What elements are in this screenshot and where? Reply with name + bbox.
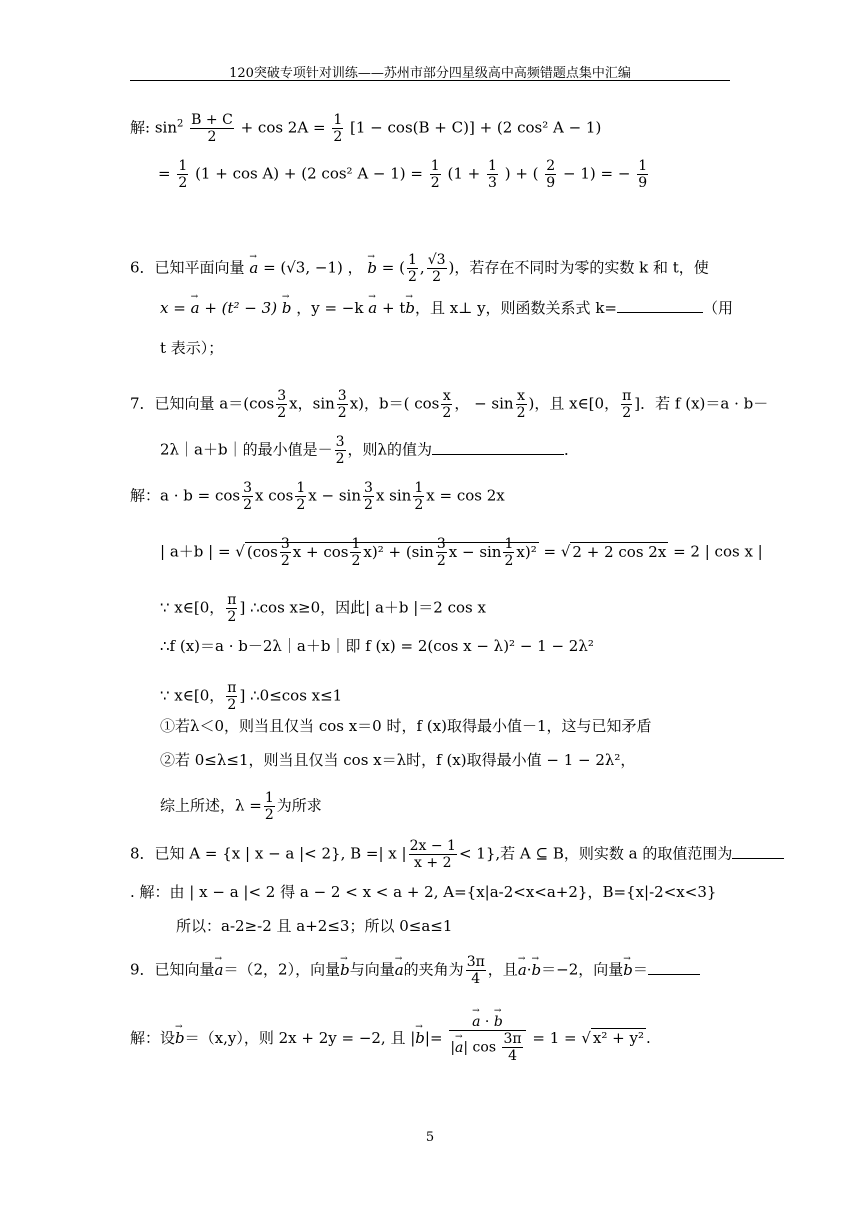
fraction: $\frac{1}{2}$ xyxy=(414,480,424,513)
fraction: $\frac{3}{2}$ xyxy=(337,388,347,421)
fraction: $\frac{1}{2}$ xyxy=(430,158,440,191)
text: + t xyxy=(381,299,406,317)
answer-blank xyxy=(617,298,703,313)
text: ． xyxy=(564,440,580,459)
page-number: 5 xyxy=(425,1130,435,1145)
vector-b: → b xyxy=(340,960,350,980)
fraction: $\frac{1}{2}$ xyxy=(296,480,306,513)
fraction: $\frac{B + C}{2}$ xyxy=(191,112,233,145)
vector-b: → b xyxy=(415,1028,425,1048)
expr: [1 − cos(B + C)] + (2 cos² A − 1) xyxy=(350,118,602,137)
sin-text: sin xyxy=(154,118,177,137)
text: = 1 = xyxy=(532,1029,577,1047)
vector-a: → a xyxy=(191,298,200,318)
expr: − 1) = − xyxy=(563,164,631,183)
vector-b: → b xyxy=(532,960,542,980)
answer-blank xyxy=(732,844,784,859)
problem6-line1: 6．已知平面向量 → a = (√3, −1) ， → b = ( $\frac{1}{2}$ , $\frac{√3}{2}$ )，若存在不同时为零的实数 k 和 t，使 xyxy=(130,252,709,285)
problem7-case1: ①若λ＜0，则当且仅当 cos x＝0 时，f (x)取得最小值－1，这与已知矛盾 xyxy=(160,717,652,735)
expr: ) + ( xyxy=(504,164,539,183)
text: 解：设 xyxy=(130,1029,176,1047)
text: x = cos 2x xyxy=(426,486,505,505)
text: 2λ｜a＋b｜的最小值是－ xyxy=(160,440,333,459)
fraction: $\frac{3}{2}$ xyxy=(364,480,373,513)
vector-a: → a xyxy=(215,960,224,980)
vector-b: → b xyxy=(405,298,415,318)
fraction: $\frac{√3}{2}$ xyxy=(427,252,446,285)
fraction: $\frac{3\pi}{4}$ xyxy=(466,954,485,987)
fraction: $\frac{2}{9}$ xyxy=(546,158,556,191)
text: 9．已知向量 xyxy=(130,960,215,979)
problem7-case2: ②若 0≤λ≤1，则当且仅当 cos x＝λ时，f (x)取得最小值 − 1 − 2λ²， xyxy=(160,751,636,769)
problem7-line1 xyxy=(130,388,768,421)
sqrt-expr: 2 + 2 cos 2x xyxy=(572,542,667,561)
fraction: $\frac{1}{2}$ xyxy=(333,112,343,145)
text: 的夹角为 xyxy=(403,960,464,979)
text: )，若存在不同时为零的实数 k 和 t，使 xyxy=(448,258,709,277)
vector-b: → b xyxy=(175,1028,185,1048)
fraction: $\frac{3}{2}$ xyxy=(243,480,253,513)
fraction: $\frac{1}{9}$ xyxy=(638,158,648,191)
problem8-solution2: 所以：a-2≥-2 且 a+2≤3；所以 0≤a≤1 xyxy=(176,917,453,935)
fraction: $\frac{1}{3}$ xyxy=(488,158,497,191)
text: x − sin xyxy=(308,486,362,505)
text: 综上所述，λ = xyxy=(160,796,262,815)
problem7-because2 xyxy=(160,680,342,713)
text: 7．已知向量 a＝(cos xyxy=(130,394,275,413)
text: （用 xyxy=(702,299,733,317)
text: ， − sin xyxy=(454,394,514,413)
fraction: $\frac{\pi}{2}$ xyxy=(227,680,237,713)
text: ＝（2，2），向量 xyxy=(223,960,341,979)
solution-label: 解: xyxy=(130,118,151,137)
text: + (t² − 3) xyxy=(204,299,278,317)
text: = 2 | cos x | xyxy=(673,542,763,561)
problem9-line1: 9．已知向量→ a＝（2，2），向量→ b与向量→ a的夹角为 $\frac{3\pi}{4}$ ，且→ a·→ b＝−2，向量→ b＝ xyxy=(130,954,700,987)
vector-b: → b xyxy=(623,960,633,980)
problem7-because1 xyxy=(160,592,486,625)
text: ＝（x,y），则 2x + 2y = −2, 且 | xyxy=(184,1029,416,1047)
fraction: → a · → b |→ a| cos $\frac{3\pi}{4}$ xyxy=(449,1014,525,1064)
text: x，sin xyxy=(289,394,335,413)
text: ]．若 f (x)＝a · b－ xyxy=(634,394,769,413)
text: ，则λ的值为 xyxy=(347,440,433,459)
text: ] ∴cos x≥0，因此| a＋b |＝2 cos x xyxy=(239,598,486,617)
problem6-line2 xyxy=(160,298,733,318)
text: x cos xyxy=(255,486,294,505)
text: ，且 xyxy=(487,960,518,979)
expr: (1 + xyxy=(447,164,481,183)
text: ＝−2，向量 xyxy=(541,960,624,979)
fraction: $\frac{x}{2}$ xyxy=(516,388,526,421)
fraction: $\frac{1}{2}$ xyxy=(264,790,274,823)
solution5-line1: 解: $\sin^2$ $\frac{B + C}{2}$ + cos 2A = $\frac{1}{2}$ [1 − cos(B + C)] + (2 cos² A − 1) xyxy=(130,112,602,145)
problem7-solution-line1 xyxy=(130,480,505,513)
fraction: $\frac{3}{2}$ xyxy=(277,388,287,421)
problem8-line1 xyxy=(130,838,784,871)
vector-a: → a xyxy=(518,960,527,980)
vector-a: → a xyxy=(395,960,404,980)
text: ] ∴0≤cos x≤1 xyxy=(239,686,343,705)
text: ∵ x∈[0， xyxy=(160,686,225,705)
problem7-line2 xyxy=(160,434,579,467)
text: ，且 x⊥ y，则函数关系式 k= xyxy=(414,299,617,317)
text: ∵ x∈[0， xyxy=(160,598,225,617)
problem7-abs-line: | a＋b | = √ (cos $\frac{3}{2}$ x + cos $\frac{1}{2}$ x)² + (sin $\frac{3}{2}$ x − sin $\frac{1}{2}$ x)² = √ 2 + 2 cos 2x = 2 | cos x | xyxy=(160,536,763,569)
text: x)，b＝( cos xyxy=(349,394,440,413)
text: 与向量 xyxy=(349,960,395,979)
text: = xyxy=(543,542,557,561)
text: )，且 x∈[0， xyxy=(528,394,620,413)
text: 为所求 xyxy=(276,796,322,815)
sqrt-expr: x² + y² xyxy=(592,1029,644,1047)
answer-blank xyxy=(648,960,700,975)
text: 6．已知平面向量 xyxy=(130,258,245,277)
page-header: 120突破专项针对训练——苏州市部分四星级高中高频错题点集中汇编 xyxy=(229,66,631,81)
problem9-solution: 解：设→ b＝（x,y），则 2x + 2y = −2, 且 |→ b|= → a · → b |→ a| cos $\frac{3\pi}{4}$ = 1 = √ x² + y² . xyxy=(130,1014,651,1064)
vector-a: → a xyxy=(249,258,258,278)
expr: + cos 2A = xyxy=(240,118,326,137)
problem7-therefore: ∴f (x)＝a · b－2λ｜a＋b｜即 f (x) = 2(cos x − λ)² − 1 − 2λ² xyxy=(160,637,594,655)
text: < 1},若 A ⊆ B，则实数 a 的取值范围为 xyxy=(458,844,733,863)
text: = (√3, −1) ， xyxy=(263,258,363,277)
fraction: $\frac{2x - 1}{x + 2}$ xyxy=(409,838,456,871)
fraction: $\frac{1}{2}$ xyxy=(408,252,417,285)
text: 解：a · b = cos xyxy=(130,486,241,505)
text: x sin xyxy=(375,486,412,505)
problem7-summary xyxy=(160,790,322,823)
vector-a: → a xyxy=(368,298,377,318)
answer-blank xyxy=(432,440,564,455)
text: ，y = −k xyxy=(296,299,364,317)
header-rule xyxy=(130,80,730,81)
text: = ( xyxy=(381,258,405,277)
expr: (1 + cos A) + (2 cos² A − 1) = xyxy=(195,164,423,183)
text: . xyxy=(645,1029,651,1047)
text: ＝ xyxy=(632,960,648,979)
text: |= xyxy=(424,1029,443,1047)
fraction: $\frac{x}{2}$ xyxy=(442,388,452,421)
vector-b: → b xyxy=(282,298,292,318)
fraction: $\frac{\pi}{2}$ xyxy=(227,592,237,625)
fraction: $\frac{1}{2}$ xyxy=(178,158,188,191)
vector-b: → b xyxy=(367,258,377,278)
problem8-solution: . 解：由 | x − a |< 2 得 a − 2 < x < a + 2, A={x|a-2<x<a+2}，B={x|-2<x<3} xyxy=(130,883,717,901)
problem6-line3: t 表示）； xyxy=(160,339,224,357)
fraction: $\frac{3}{2}$ xyxy=(335,434,345,467)
text: 8．已知 A = {x | x − a |< 2}, B =| x | xyxy=(130,844,407,863)
text: x = xyxy=(160,299,186,317)
expr: = xyxy=(158,164,171,183)
sqrt-expr: (cos $\frac{3}{2}$ x + cos $\frac{1}{2}$ x)² + (sin $\frac{3}{2}$ x − sin $\frac{1}{2}$ x)² xyxy=(246,536,537,569)
text: | a＋b | = xyxy=(160,542,231,561)
solution5-line2 xyxy=(158,158,650,191)
fraction: $\frac{\pi}{2}$ xyxy=(622,388,632,421)
